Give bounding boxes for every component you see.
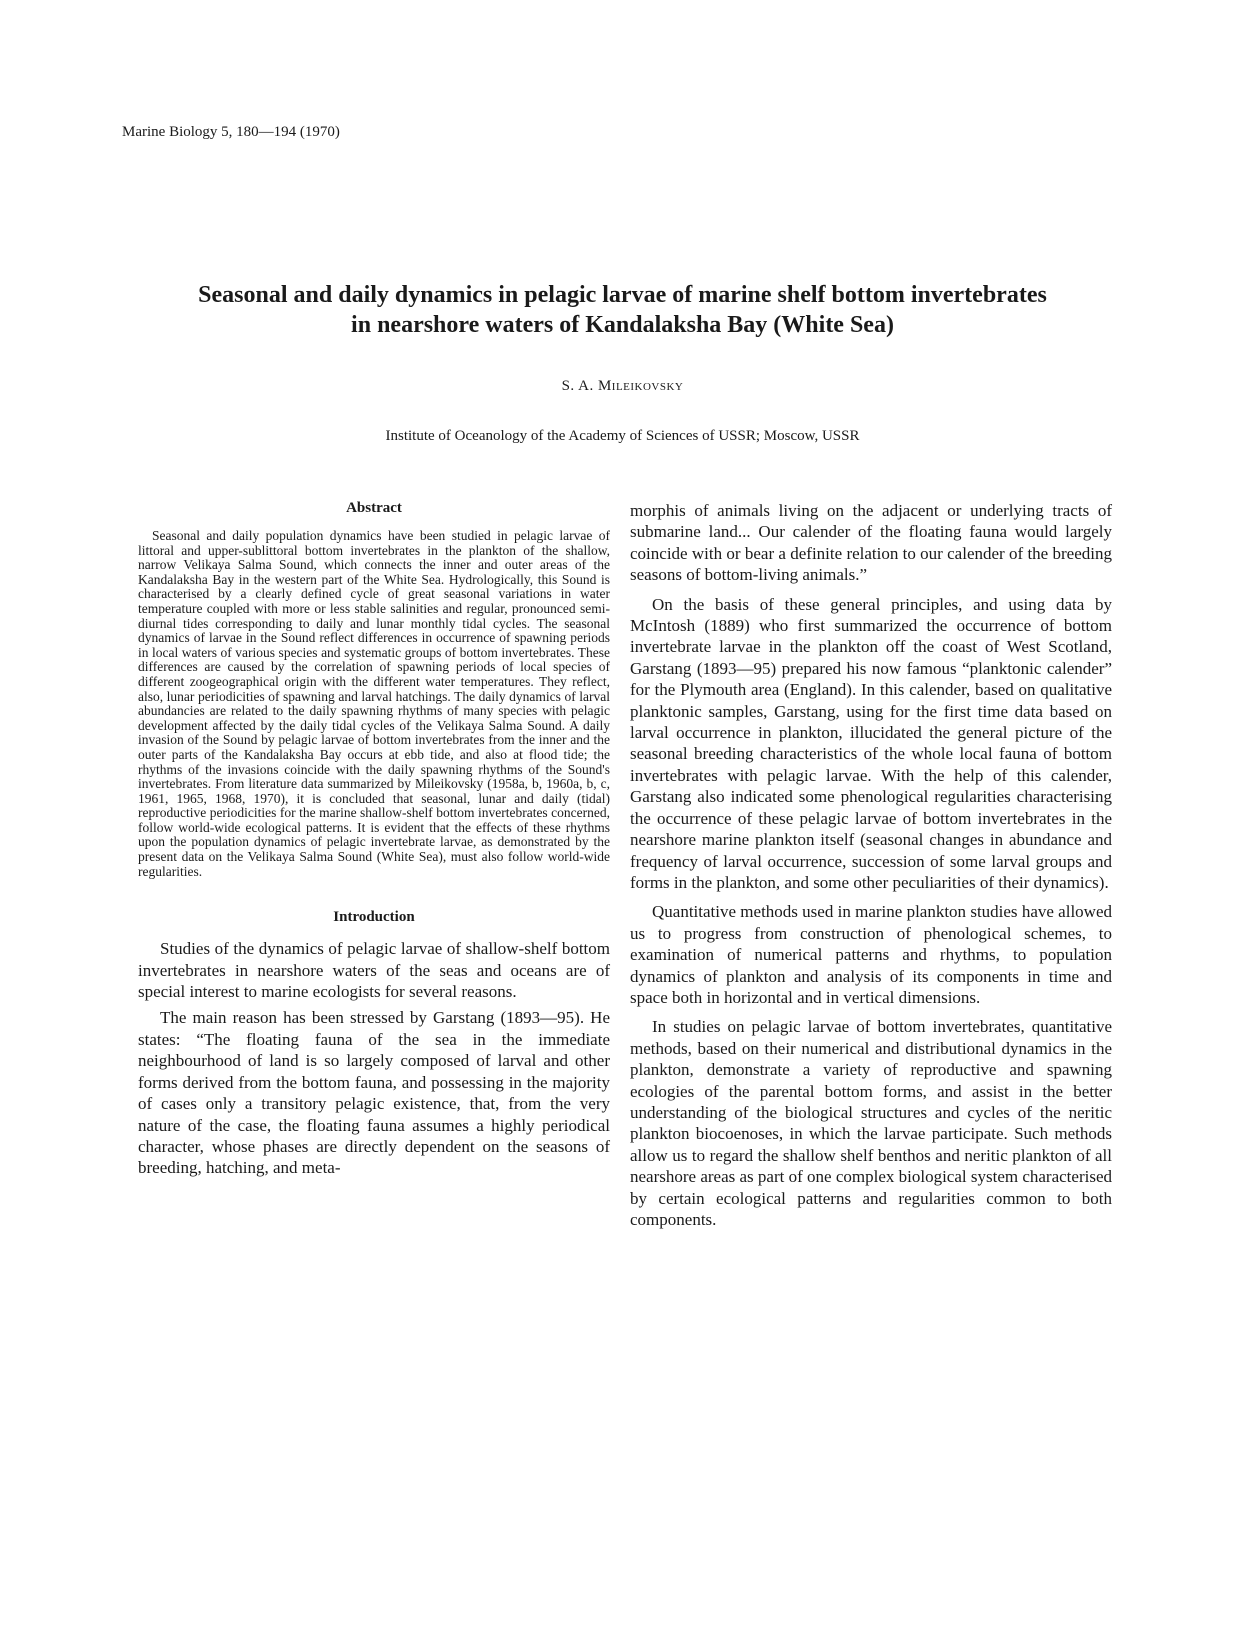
introduction-heading: Introduction (333, 909, 415, 926)
intro-paragraph-5: In studies on pelagic larvae of bottom invertebrates, quantitative methods, based on their numerical and distributional dynamics in the plankton, demonstrate a variety of reproductive and spawning ecologies of the parental bottom forms, and assist in the better understanding of the biological structures and cycles of the neritic plankton biocoenoses, in which the larvae participate. Such methods allow us to regard the shallow shelf benthos and neritic plankton of all nearshore areas as part of one complex biological system characterised by certain ecological patterns and regularities common to both components. (630, 1017, 1112, 1229)
abstract-heading: Abstract (346, 500, 402, 516)
article-title (110, 280, 1135, 340)
title-line-1: Seasonal and daily dynamics in pelagic larvae of marine shelf bottom invertebrates (198, 282, 1047, 308)
author-affiliation: Institute of Oceanology of the Academy of Sciences of USSR; Moscow, USSR (385, 428, 860, 444)
intro-paragraph-2: The main reason has been stressed by Garstang (1893—95). He states: “The floating fauna of the sea in the immediate neighbourhood of land is so largely composed of larval and other forms derived from the bottom fauna, and possessing in the majority of cases only a transitory pelagic existence, that, from the very nature of the case, the floating fauna assumes a highly periodical character, whose phases are directly dependent on the seasons of breeding, hatching, and meta- (138, 1008, 610, 1178)
intro-paragraph-1: Studies of the dynamics of pelagic larvae of shallow-shelf bottom invertebrates in nearshore waters of the seas and oceans are of special interest to marine ecologists for several reasons. (138, 939, 610, 1002)
intro-paragraph-2-continued: morphis of animals living on the adjacent or underlying tracts of submarine land... Our calender of the floating fauna would largely coincide with or bear a definite relation to our calender of the breeding seasons of bottom-living animals.” (630, 501, 1112, 585)
abstract-text: Seasonal and daily population dynamics have been studied in pelagic larvae of littoral and upper-sublittoral bottom invertebrates in the plankton of the shallow, narrow Velikaya Salma Sound, which connects the inner and outer areas of the Kandalaksha Bay in the western part of the White Sea. Hydrologically, this Sound is characterised by a clearly defined cycle of great seasonal variations in water temperature coupled with more or less stable salinities and regular, pronounced semi-diurnal tides corresponding to daily and lunar monthly tidal cycles. The seasonal dynamics of larvae in the Sound reflect differences in occurrence of spawning periods in local waters of various species and systematic groups of bottom invertebrates. These differences are caused by the correlation of spawning periods of local species of different zoogeographical origin with the different water temperatures. They reflect, also, lunar periodicities of spawning and larval hatchings. The daily dynamics of larval abundancies are related to the daily spawning rhythms of many species with pelagic development affected by the daily tidal cycles of the Velikaya Salma Sound. A daily invasion of the Sound by pelagic larvae of bottom invertebrates from the inner and the outer parts of the Kandalaksha Bay occurs at ebb tide, and also at flood tide; the rhythms of the invasions coincide with the daily spawning rhythms of the Sound's invertebrates. From literature data summarized by Mileikovsky (1958a, b, 1960a, b, c, 1961, 1965, 1968, 1970), it is concluded that seasonal, lunar and daily (tidal) reproductive periodicities for the marine shallow-shelf bottom invertebrates concerned, follow world-wide ecological patterns. It is evident that the effects of these rhythms upon the population dynamics of pelagic invertebrate larvae, as demonstrated by the present data on the Velikaya Salma Sound (White Sea), must also follow world-wide regularities. (138, 528, 610, 879)
intro-paragraph-4: Quantitative methods used in marine plankton studies have allowed us to progress from construction of phenological schemes, to examination of numerical patterns and rhythms, to population dynamics of plankton and analysis of its components in time and space both in horizontal and in vertical dimensions. (630, 902, 1112, 1007)
journal-reference: Marine Biology 5, 180—194 (1970) (122, 124, 340, 140)
title-line-2: in nearshore waters of Kandalaksha Bay (White Sea) (351, 312, 894, 338)
intro-paragraph-3: On the basis of these general principles, and using data by McIntosh (1889) who first summarized the occurrence of bottom invertebrate larvae in the plankton off the coast of West Scotland, Garstang (1893—95) prepared his now famous “planktonic calender” for the Plymouth area (England). In this calender, based on qualitative planktonic samples, Garstang, using for the first time data based on larval occurrence in plankton, illucidated the general picture of the seasonal breeding characteristics of the whole local fauna of bottom invertebrates with pelagic larvae. With the help of this calender, Garstang also indicated some phenological regularities characterising the occurrence of these pelagic larvae of bottom invertebrates in the nearshore marine plankton itself (seasonal changes in abundance and frequency of larval occurrence, succession of some larval groups and forms in the plankton, and some other peculiarities of their dynamics). (630, 594, 1112, 892)
left-column (138, 500, 610, 1179)
right-column (630, 500, 1112, 1230)
author-name: S. A. Mileikovsky (561, 378, 684, 394)
